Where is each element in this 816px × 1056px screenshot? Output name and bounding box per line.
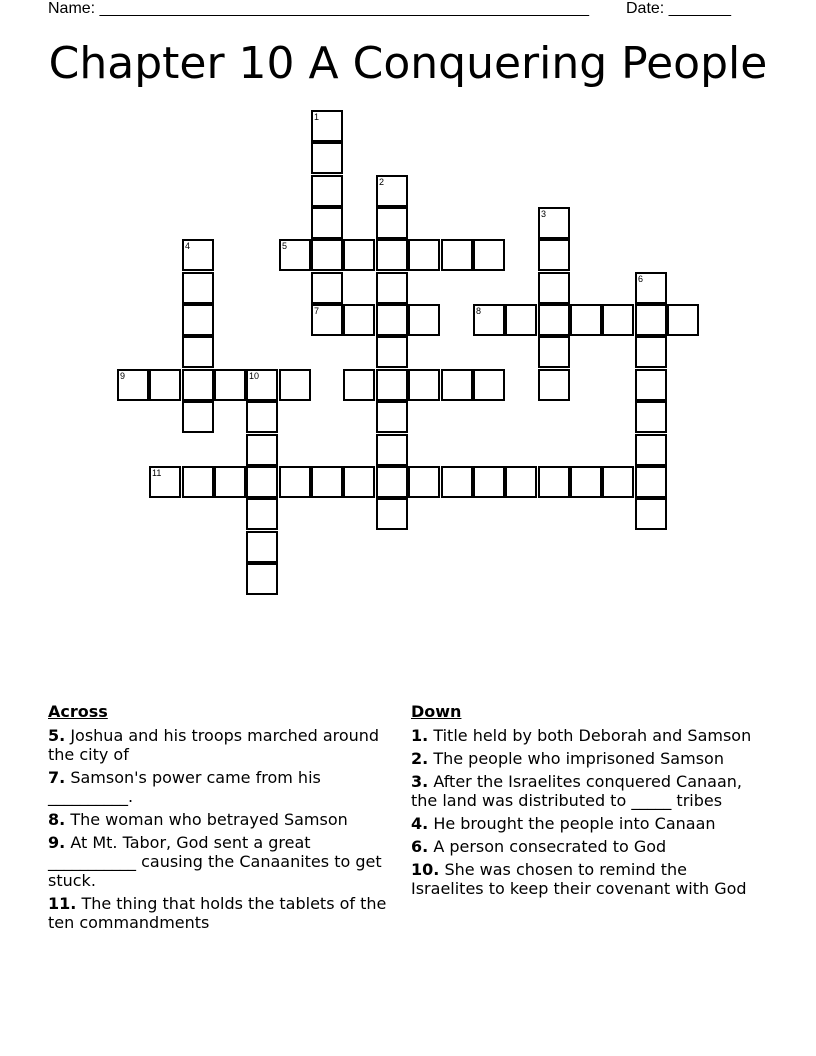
clue-number: 7. [48,768,66,787]
grid-cell[interactable] [246,563,278,595]
clue-across-9 [48,833,393,890]
clue-text: The woman who betrayed Samson [70,810,348,829]
grid-cell[interactable] [441,466,473,498]
grid-cell[interactable] [246,369,278,401]
grid-cell[interactable] [376,466,408,498]
clue-number: 2. [411,749,429,768]
grid-cell[interactable] [311,207,343,239]
grid-cell[interactable] [441,239,473,271]
clue-number-label: 11 [152,468,162,478]
grid-cell[interactable] [376,434,408,466]
clue-across-11 [48,894,393,932]
grid-cell[interactable] [538,239,570,271]
clue-text: Joshua and his troops marched around the city of [48,726,380,764]
clue-text: After the Israelites conquered Canaan, the land was distributed to _____ tribes [411,772,743,810]
clue-number: 8. [48,810,66,829]
clue-text: He brought the people into Canaan [433,814,716,833]
clue-text: A person consecrated to God [433,837,667,856]
grid-cell[interactable] [311,304,343,336]
grid-cell[interactable] [182,336,214,368]
grid-cell[interactable] [538,272,570,304]
clue-number: 5. [48,726,66,745]
clue-number-label: 5 [282,241,288,251]
clue-number: 1. [411,726,429,745]
grid-cell[interactable] [376,272,408,304]
clue-number: 6. [411,837,429,856]
date-field[interactable]: Date: _______ [626,0,731,17]
grid-cell[interactable] [214,369,246,401]
grid-cell[interactable] [343,369,375,401]
grid-cell[interactable] [570,304,602,336]
grid-cell[interactable] [408,369,440,401]
clue-number-label: 6 [638,274,644,284]
grid-cell[interactable] [149,466,181,498]
grid-cell[interactable] [408,466,440,498]
grid-cell[interactable] [246,401,278,433]
clue-number-label: 7 [314,306,320,316]
grid-cell[interactable] [311,175,343,207]
clue-number-label: 1 [314,112,320,122]
clue-down-4 [411,814,756,833]
grid-cell[interactable] [182,466,214,498]
grid-cell[interactable] [279,369,311,401]
clue-text: The people who imprisoned Samson [433,749,724,768]
grid-cell[interactable] [246,498,278,530]
grid-cell[interactable] [182,401,214,433]
clue-across-8 [48,810,393,829]
grid-cell[interactable] [149,369,181,401]
grid-cell[interactable] [473,304,505,336]
grid-cell[interactable] [635,336,667,368]
clue-number: 3. [411,772,429,791]
clue-number-label: 3 [541,209,547,219]
grid-cell[interactable] [408,239,440,271]
grid-cell[interactable] [182,369,214,401]
grid-cell[interactable] [538,336,570,368]
grid-cell[interactable] [570,466,602,498]
grid-cell[interactable] [376,175,408,207]
grid-cell[interactable] [538,304,570,336]
grid-cell[interactable] [602,466,634,498]
grid-cell[interactable] [182,239,214,271]
clue-number-label: 4 [185,241,191,251]
clue-text: The thing that holds the tablets of the ten commandments [48,894,387,932]
grid-cell[interactable] [311,142,343,174]
clue-down-1 [411,726,756,745]
grid-cell[interactable] [343,239,375,271]
grid-cell[interactable] [635,466,667,498]
grid-cell[interactable] [182,304,214,336]
grid-cell[interactable] [635,304,667,336]
grid-cell[interactable] [182,272,214,304]
grid-cell[interactable] [441,369,473,401]
clue-number-label: 2 [379,177,385,187]
grid-cell[interactable] [343,304,375,336]
grid-cell[interactable] [279,239,311,271]
clue-text: She was chosen to remind the Israelites to keep their covenant with God [411,860,747,898]
grid-cell[interactable] [376,336,408,368]
across-clues [48,702,393,936]
name-field[interactable]: Name: _______________________________________________________ [48,0,589,17]
grid-cell[interactable] [473,369,505,401]
clue-number: 11. [48,894,77,913]
clue-number-label: 8 [476,306,482,316]
grid-cell[interactable] [376,369,408,401]
clue-down-6 [411,837,756,856]
clue-number: 10. [411,860,440,879]
page-title: Chapter 10 A Conquering People [48,38,768,89]
clue-number-label: 10 [249,371,260,381]
grid-cell[interactable] [635,272,667,304]
grid-cell[interactable] [538,466,570,498]
grid-cell[interactable] [473,239,505,271]
grid-cell[interactable] [311,239,343,271]
across-heading: Across [48,702,108,721]
grid-cell[interactable] [246,434,278,466]
clue-text: Samson's power came from his __________. [48,768,321,806]
grid-cell[interactable] [376,239,408,271]
clue-number-label: 9 [120,371,126,381]
clue-number: 9. [48,833,66,852]
grid-cell[interactable] [602,304,634,336]
grid-cell[interactable] [538,369,570,401]
grid-cell[interactable] [408,304,440,336]
clue-down-2 [411,749,756,768]
grid-cell[interactable] [635,369,667,401]
clue-across-5 [48,726,393,764]
grid-cell[interactable] [376,207,408,239]
grid-cell[interactable] [505,304,537,336]
clue-across-7 [48,768,393,806]
clue-number: 4. [411,814,429,833]
clue-text: At Mt. Tabor, God sent a great ___________ causing the Canaanites to get stuck. [48,833,382,890]
grid-cell[interactable] [246,531,278,563]
grid-cell[interactable] [473,466,505,498]
grid-cell[interactable] [214,466,246,498]
clue-down-10 [411,860,756,898]
grid-cell[interactable] [635,498,667,530]
grid-cell[interactable] [667,304,699,336]
grid-cell[interactable] [635,434,667,466]
grid-cell[interactable] [246,466,278,498]
grid-cell[interactable] [117,369,149,401]
grid-cell[interactable] [311,466,343,498]
grid-cell[interactable] [279,466,311,498]
down-clues [411,702,756,902]
grid-cell[interactable] [311,110,343,142]
clue-text: Title held by both Deborah and Samson [433,726,752,745]
grid-cell[interactable] [635,401,667,433]
grid-cell[interactable] [311,272,343,304]
grid-cell[interactable] [376,401,408,433]
grid-cell[interactable] [538,207,570,239]
grid-cell[interactable] [505,466,537,498]
clue-down-3 [411,772,756,810]
grid-cell[interactable] [376,498,408,530]
grid-cell[interactable] [343,466,375,498]
down-heading: Down [411,702,462,721]
grid-cell[interactable] [376,304,408,336]
